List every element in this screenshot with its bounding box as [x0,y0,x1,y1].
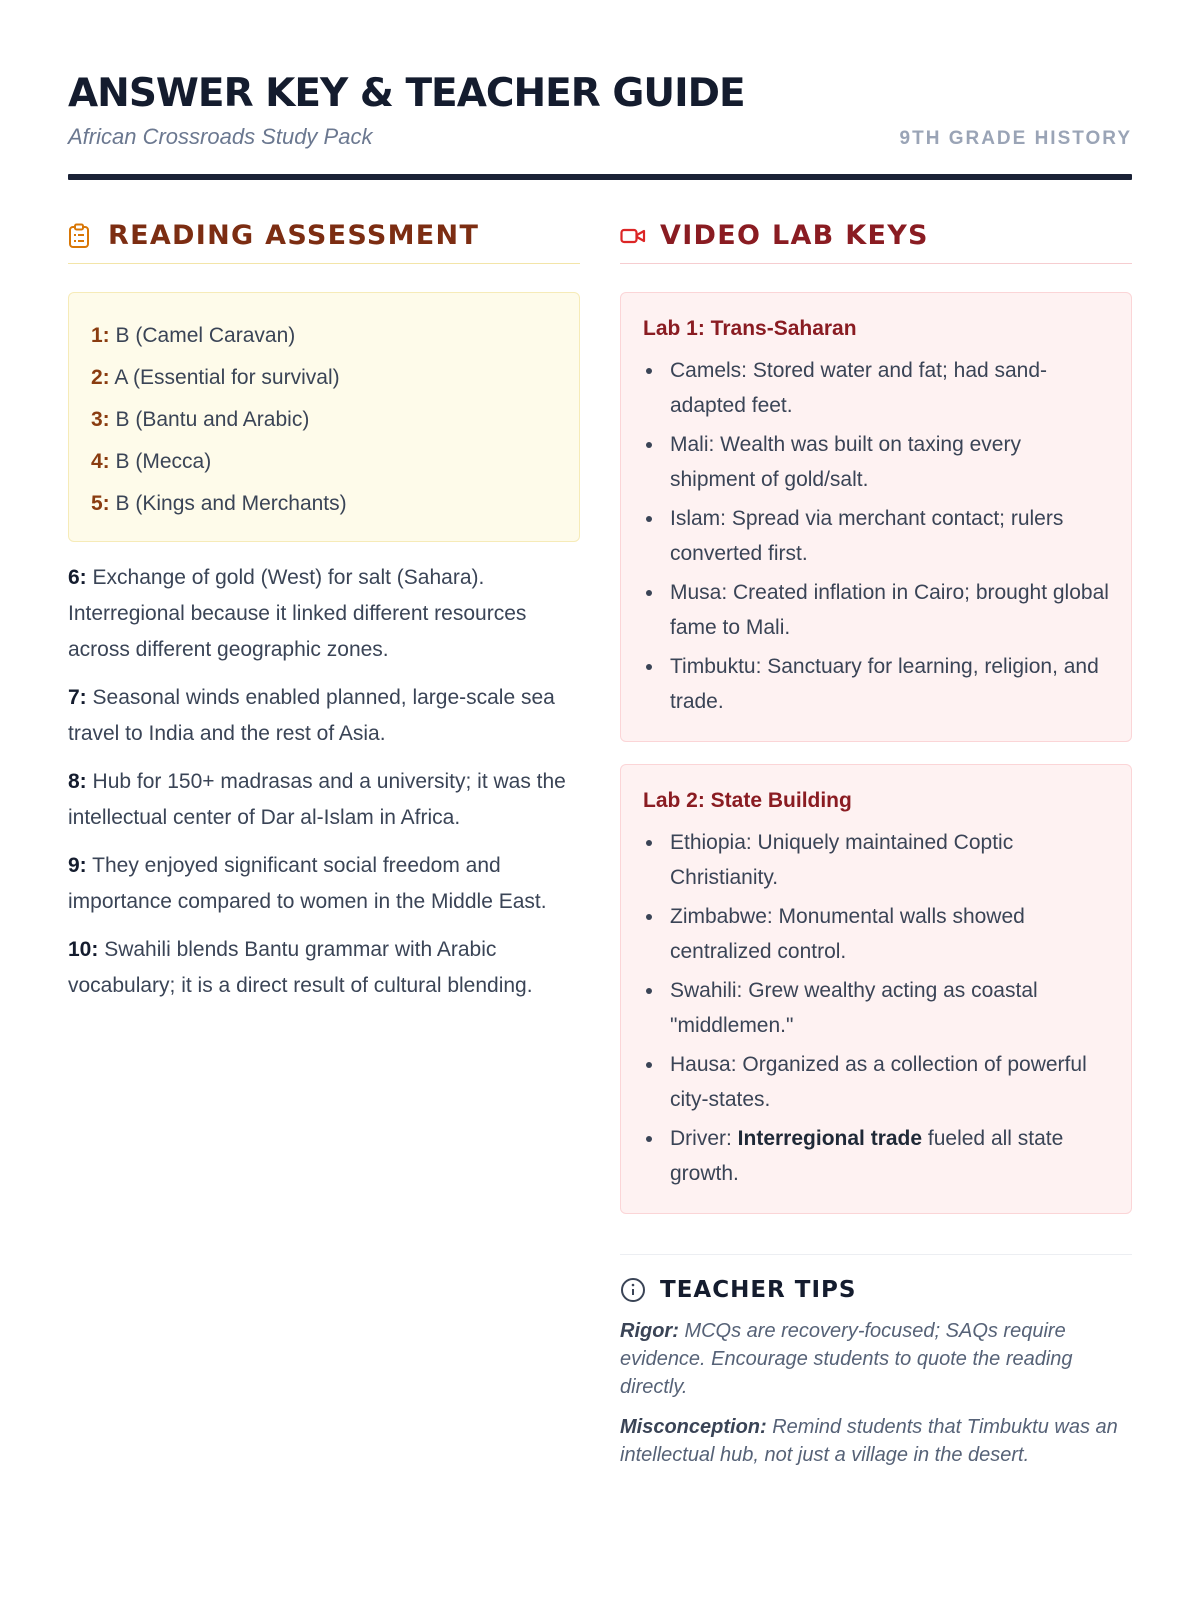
mcq-answer-box [68,292,580,542]
reading-section-title: READING ASSESSMENT [108,220,480,251]
reading-assessment-section [68,220,580,1481]
video-section-header [620,220,1132,264]
list-item: Musa: Created inflation in Cairo; brought global fame to Mali. [643,575,1109,645]
two-column-layout [68,220,1132,1481]
list-item: Camels: Stored water and fat; had sand-adapted feet. [643,353,1109,423]
tips-header [620,1277,1132,1303]
list-item: Hausa: Organized as a collection of powerful city-states. [643,1047,1109,1117]
list-item: Mali: Wealth was built on taxing every shipment of gold/salt. [643,427,1109,497]
document-header [68,0,1132,180]
saq-answer: 6: Exchange of gold (West) for salt (Sahara). Interregional because it linked different resources across different geographic zones. [68,566,527,661]
lab2-list [643,825,1109,1191]
rigor-tip: Rigor: MCQs are recovery-focused; SAQs require evidence. Encourage students to quote the reading directly. [620,1320,1073,1398]
video-lab-section [620,220,1132,1481]
misconception-tip: Misconception: Remind students that Timbuktu was an intellectual hub, not just a village in the desert. [620,1416,1118,1466]
saq-answer: 8: Hub for 150+ madrasas and a university; it was the intellectual center of Dar al-Islam in Africa. [68,770,566,829]
saq-answer: 7: Seasonal winds enabled planned, large-scale sea travel to India and the rest of Asia. [68,686,555,745]
list-item: Islam: Spread via merchant contact; rulers converted first. [643,501,1109,571]
video-section-title: VIDEO LAB KEYS [660,220,929,251]
subtitle-row [68,124,1132,150]
clipboard-icon [68,223,94,249]
saq-answer: 9: They enjoyed significant social freedom and importance compared to women in the Middle East. [68,854,547,913]
video-camera-icon [620,223,646,249]
header-rule [68,174,1132,180]
reading-section-header [68,220,580,264]
mcq-answer: 4: B (Mecca) [91,450,212,473]
lab1-list [643,353,1109,719]
list-item: Zimbabwe: Monumental walls showed centralized control. [643,899,1109,969]
info-icon [620,1277,646,1303]
teacher-tips [620,1254,1132,1469]
lab1-card [620,292,1132,742]
study-pack-subtitle: African Crossroads Study Pack [68,124,373,149]
mcq-answer: 3: B (Bantu and Arabic) [91,408,310,431]
page-title: ANSWER KEY & TEACHER GUIDE [68,71,745,116]
lab1-title: Lab 1: Trans-Saharan [643,317,857,340]
lab2-card [620,764,1132,1214]
mcq-answer: 1: B (Camel Caravan) [91,324,296,347]
mcq-answer: 5: B (Kings and Merchants) [91,492,347,515]
list-item: Swahili: Grew wealthy acting as coastal "middlemen." [643,973,1109,1043]
list-item: Timbuktu: Sanctuary for learning, religion, and trade. [643,649,1109,719]
saq-answers [68,560,580,1004]
list-item: Ethiopia: Uniquely maintained Coptic Christianity. [643,825,1109,895]
mcq-answer: 2: A (Essential for survival) [91,366,340,389]
list-item-driver: Driver: Interregional trade fueled all state growth. [643,1121,1109,1191]
saq-answer: 10: Swahili blends Bantu grammar with Arabic vocabulary; it is a direct result of cultural blending. [68,938,533,997]
grade-label: 9TH GRADE HISTORY [899,128,1132,149]
lab2-title: Lab 2: State Building [643,789,852,812]
driver-emphasis: Interregional trade [737,1127,923,1150]
tips-title: TEACHER TIPS [660,1277,857,1303]
